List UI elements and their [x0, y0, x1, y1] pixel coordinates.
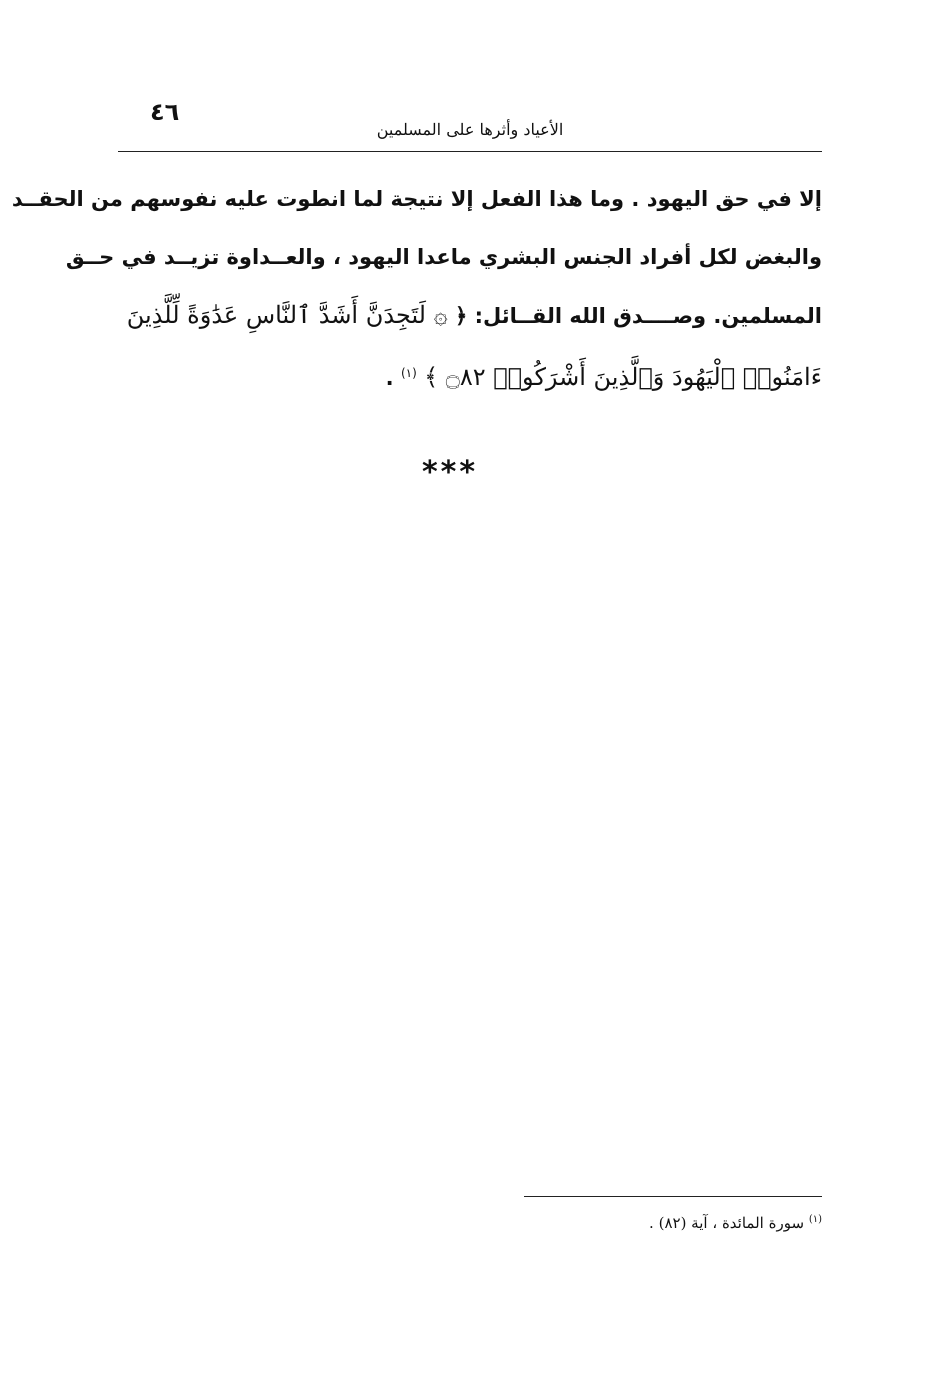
body-line-3-prefix: المسلمين. وصــــدق الله القــائل: ﴿	[455, 304, 822, 328]
footnote	[560, 1214, 822, 1232]
body-paragraph	[11, 170, 822, 402]
quran-verse-part-2: ءَامَنُوا۟ ٱلْيَهُودَ وَٱلَّذِينَ أَشْرَكُوا۟ ۝٨٢ ﴾	[424, 363, 822, 391]
section-separator: ***	[421, 455, 479, 490]
footnote-mark: (١)	[808, 1214, 822, 1225]
header-rule	[118, 151, 822, 152]
body-line-4-end: .	[385, 366, 394, 390]
quran-verse-part-1: ۞ لَتَجِدَنَّ أَشَدَّ ٱلنَّاسِ عَدَٰوَةً لِّلَّذِينَ	[126, 301, 448, 329]
footnote-text: سورة المائدة ، آية (٨٢) .	[649, 1214, 805, 1232]
running-title: الأعياد وأثرها على المسلمين	[376, 120, 564, 139]
body-line-3	[112, 286, 822, 344]
footnote-rule	[524, 1196, 822, 1197]
page-number: ٤٦	[150, 98, 180, 126]
body-line-4	[112, 344, 822, 402]
footnote-reference: (١)	[400, 366, 417, 380]
body-line-2: والبغض لكل أفراد الجنس البشري ماعدا اليهود ، والعــداوة تزيــد في حــق	[65, 245, 822, 269]
body-line-1: إلا في حق اليهود . وما هذا الفعل إلا نتيجة لما انطوت عليه نفوسهم من الحقــد	[11, 187, 822, 211]
